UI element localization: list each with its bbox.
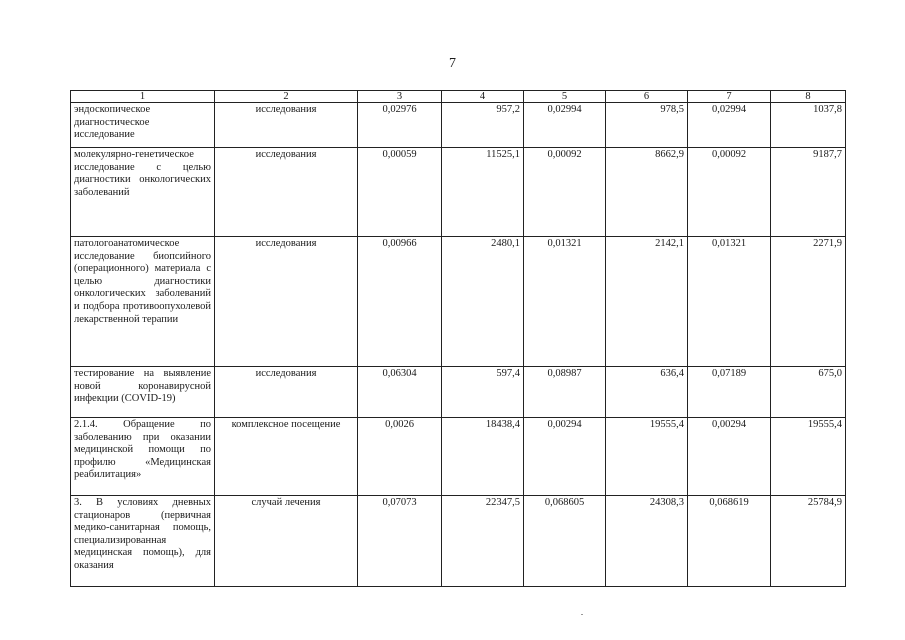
value-cell: 11525,1 — [442, 148, 524, 237]
value-cell: 0,00294 — [524, 418, 606, 496]
service-name: тестирование на выявление новой коронавирусной инфекции (COVID-19) — [71, 367, 215, 418]
value-cell: 0,068619 — [688, 496, 771, 587]
service-name: 3. В условиях дневных стационаров (первичная медико-санитарная помощь, специализированная медицинская помощь), для оказания — [71, 496, 215, 587]
value-cell: 25784,9 — [771, 496, 846, 587]
header-row — [71, 91, 846, 103]
value-cell: 8662,9 — [606, 148, 688, 237]
column-header: 3 — [358, 91, 442, 103]
table-row — [71, 367, 846, 418]
value-cell: 675,0 — [771, 367, 846, 418]
value-cell: 0,07189 — [688, 367, 771, 418]
value-cell: 0,00966 — [358, 237, 442, 367]
value-cell: 0,07073 — [358, 496, 442, 587]
table-row — [71, 103, 846, 148]
table-row — [71, 418, 846, 496]
value-cell: 0,02976 — [358, 103, 442, 148]
value-cell: 0,01321 — [524, 237, 606, 367]
service-name: 2.1.4. Обращение по заболеванию при оказании медицинской помощи по профилю «Медицинская реабилитация» — [71, 418, 215, 496]
value-cell: 9187,7 — [771, 148, 846, 237]
value-cell: 2480,1 — [442, 237, 524, 367]
value-cell: 0,00092 — [524, 148, 606, 237]
unit-cell: исследования — [215, 237, 358, 367]
column-header: 2 — [215, 91, 358, 103]
page-number: 7 — [449, 56, 456, 71]
value-cell: 0,06304 — [358, 367, 442, 418]
value-cell: 0,02994 — [524, 103, 606, 148]
unit-cell: исследования — [215, 367, 358, 418]
value-cell: 0,01321 — [688, 237, 771, 367]
table-row — [71, 148, 846, 237]
value-cell: 24308,3 — [606, 496, 688, 587]
value-cell: 2142,1 — [606, 237, 688, 367]
column-header: 8 — [771, 91, 846, 103]
service-name: эндоскопическое диагностическое исследование — [71, 103, 215, 148]
value-cell: 0,00059 — [358, 148, 442, 237]
value-cell: 0,068605 — [524, 496, 606, 587]
column-header: 5 — [524, 91, 606, 103]
value-cell: 18438,4 — [442, 418, 524, 496]
value-cell: 0,02994 — [688, 103, 771, 148]
tariff-table — [70, 90, 846, 587]
value-cell: 597,4 — [442, 367, 524, 418]
value-cell: 19555,4 — [606, 418, 688, 496]
value-cell: 0,0026 — [358, 418, 442, 496]
table-row — [71, 237, 846, 367]
scan-speck — [581, 614, 583, 615]
value-cell: 978,5 — [606, 103, 688, 148]
table-row — [71, 496, 846, 587]
value-cell: 22347,5 — [442, 496, 524, 587]
column-header: 1 — [71, 91, 215, 103]
service-name: молекулярно-генетическое исследование с целью диагностики онкологических заболеваний — [71, 148, 215, 237]
unit-cell: случай лечения — [215, 496, 358, 587]
value-cell: 0,08987 — [524, 367, 606, 418]
value-cell: 0,00092 — [688, 148, 771, 237]
column-header: 4 — [442, 91, 524, 103]
unit-cell: комплексное посещение — [215, 418, 358, 496]
value-cell: 19555,4 — [771, 418, 846, 496]
value-cell: 0,00294 — [688, 418, 771, 496]
value-cell: 636,4 — [606, 367, 688, 418]
value-cell: 1037,8 — [771, 103, 846, 148]
unit-cell: исследования — [215, 148, 358, 237]
column-header: 7 — [688, 91, 771, 103]
column-header: 6 — [606, 91, 688, 103]
service-name: патологоанатомическое исследование биопсийного (операционного) материала с целью диагностики онкологических заболеваний и подбора противоопухолевой лекарственной терапии — [71, 237, 215, 367]
value-cell: 2271,9 — [771, 237, 846, 367]
unit-cell: исследования — [215, 103, 358, 148]
value-cell: 957,2 — [442, 103, 524, 148]
